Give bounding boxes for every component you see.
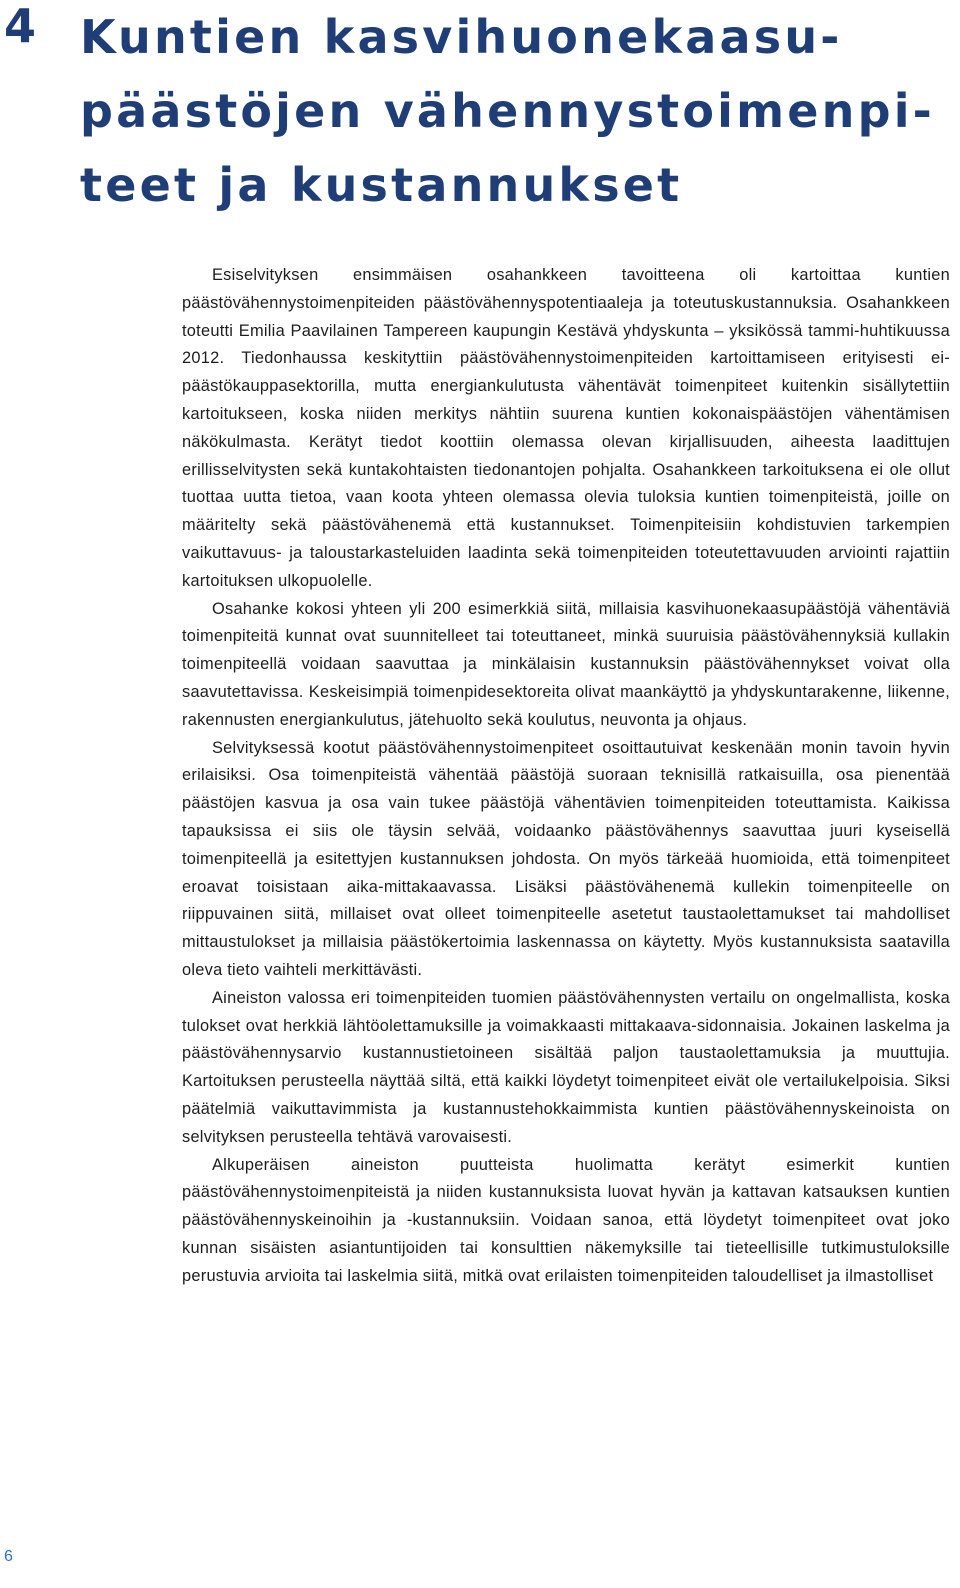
body-text: [182, 262, 950, 1290]
chapter-title: [80, 0, 940, 222]
paragraph: Osahanke kokosi yhteen yli 200 esimerkkiä siitä, millaisia kasvihuonekaasupäästöjä vähentäviä toimenpiteitä kunnat ovat suunnitelleet tai toteuttaneet, minkä suuruisia päästövähennyksiä kullakin toimenpiteellä voidaan saavuttaa ja minkälaisin kustannuksin päästövähennykset voivat olla saavutettavissa. Keskeisimpiä toimenpidesektoreita olivat maankäyttö ja yhdyskuntarakenne, liikenne, rakennusten energiankulutus, jätehuolto sekä koulutus, neuvonta ja ohjaus.: [182, 599, 950, 729]
chapter-title-line: teet ja kustannukset: [80, 158, 683, 212]
chapter-title-line: Kuntien kasvihuonekaasu-: [80, 10, 843, 64]
chapter-number: 4: [4, 0, 39, 53]
chapter-title-line: päästöjen vähennystoimenpi-: [80, 84, 935, 138]
paragraph: Selvityksessä kootut päästövähennystoimenpiteet osoittautuivat keskenään monin tavoin hyvin erilaisiksi. Osa toimenpiteistä vähentää päästöjä suoraan teknisillä ratkaisuilla, osa pienentää päästöjen kasvua ja osa vain tukee päästöjä vähentävien toimenpiteiden toteuttamista. Kaikissa tapauksissa ei siis ole täysin selvää, voidaanko päästövähennys saavuttaa juuri kyseisellä toimenpiteellä ja esitettyjen kustannuksen johdosta. On myös tärkeää huomioida, että toimenpiteet eroavat toisistaan aika-mittakaavassa. Lisäksi päästövähenemä kullekin toimenpiteelle on riippuvainen siitä, millaiset ovat olleet toimenpiteelle asetetut taustaolettamukset tai mahdolliset mittaustulokset ja millaisia päästökertoimia laskennassa on käytetty. Myös kustannuksista saatavilla oleva tieto vaihteli merkittävästi.: [182, 738, 950, 979]
paragraph: Alkuperäisen aineiston puutteista huolimatta kerätyt esimerkit kuntien päästövähennystoimenpiteistä ja niiden kustannuksista luovat hyvän ja kattavan katsauksen kuntien päästövähennyskeinoihin ja -kustannuksiin. Voidaan sanoa, että löydetyt toimenpiteet ovat joko kunnan sisäisten asiantuntijoiden tai konsulttien näkemyksille tai tieteellisille tutkimustuloksille perustuvia arvioita tai laskelmia siitä, mitkä ovat erilaisten toimenpiteiden taloudelliset ja ilmastolliset: [182, 1155, 950, 1285]
paragraph: Aineiston valossa eri toimenpiteiden tuomien päästövähennysten vertailu on ongelmallista, koska tulokset ovat herkkiä lähtöolettamuksille ja voimakkaasti mittakaava-sidonnaisia. Jokainen laskelma ja päästövähennysarvio kustannustietoineen sisältää paljon taustaolettamuksia ja muuttujia. Kartoituksen perusteella näyttää siltä, että kaikki löydetyt toimenpiteet eivät ole vertailukelpoisia. Siksi päätelmiä vaikuttavimmista ja kustannustehokkaimmista kuntien päästövähennyskeinoista on selvityksen perusteella tehtävä varovaisesti.: [182, 988, 950, 1146]
page-number: 6: [4, 1548, 13, 1565]
paragraph: Esiselvityksen ensimmäisen osahankkeen tavoitteena oli kartoittaa kuntien päästövähennystoimenpiteiden päästövähennyspotentiaaleja ja toteutuskustannuksia. Osahankkeen toteutti Emilia Paavilainen Tampereen kaupungin Kestävä yhdyskunta – yksikössä tammi-huhtikuussa 2012. Tiedonhaussa keskityttiin päästövähennystoimenpiteiden kartoittamiseen erityisesti ei-päästökauppasektorilla, mutta energiankulutusta vähentävät toimenpiteet kuitenkin sisällytettiin kartoitukseen, koska niiden merkitys nähtiin suurena kuntien kokonaispäästöjen vähentämisen näkökulmasta. Kerätyt tiedot koottiin olemassa olevan kirjallisuuden, aiheesta laadittujen erillisselvitysten sekä kuntakohtaisten tiedonantojen pohjalta. Osahankkeen tarkoituksena ei ole ollut tuottaa uutta tietoa, vaan koota yhteen olemassa olevia tuloksia kuntien toimenpiteistä, joille on määritelty sekä päästövähenemä että kustannukset. Toimenpiteisiin kohdistuvien tarkempien vaikuttavuus- ja taloustarkasteluiden laadinta sekä toimenpiteiden toteutettavuuden arviointi rajattiin kartoituksen ulkopuolelle.: [182, 266, 950, 590]
